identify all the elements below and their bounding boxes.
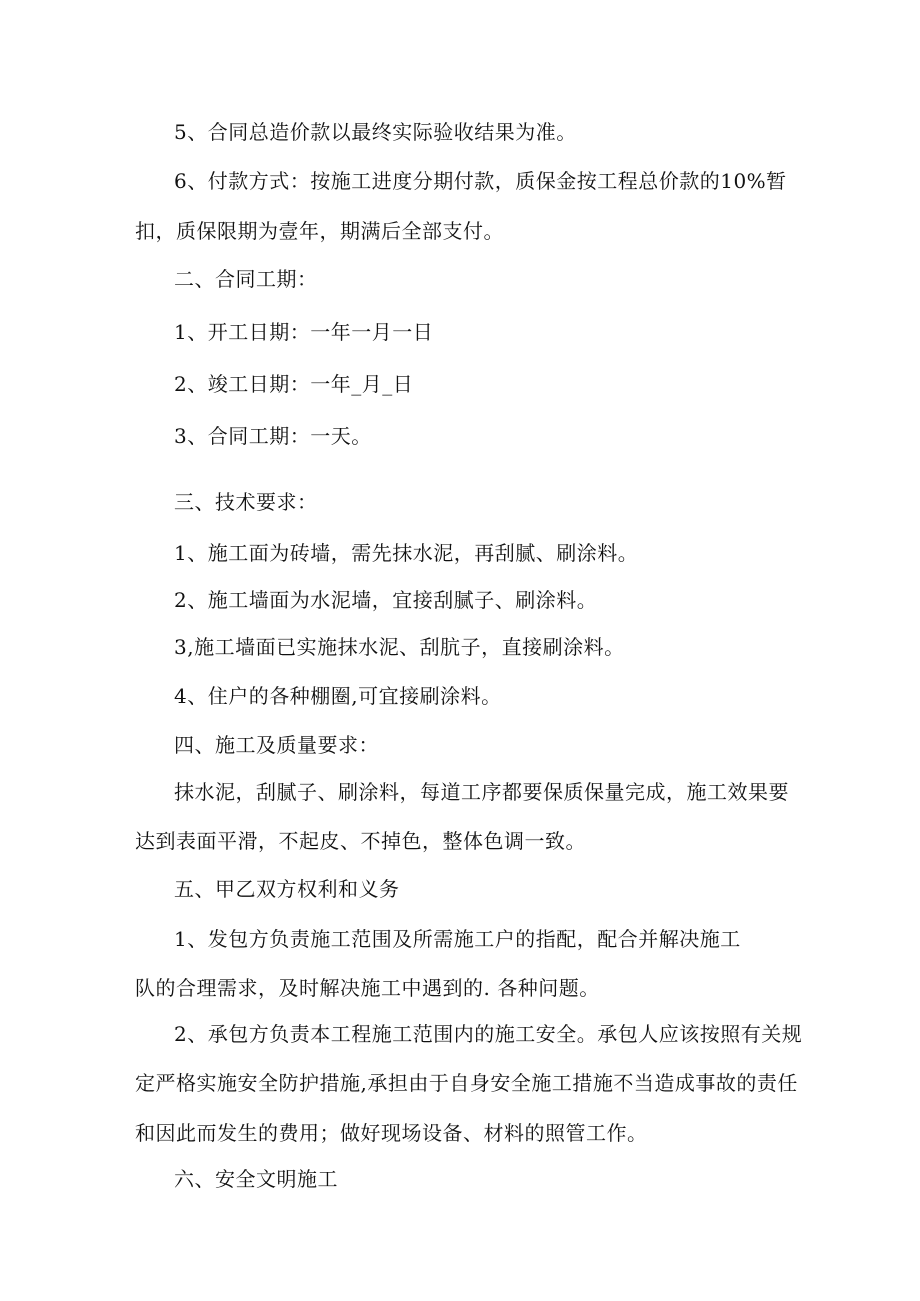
text-line: 1、施工面为砖墙，需先抹水泥，再刮腻、刷涂料。 xyxy=(174,541,639,565)
text-line: 和因此而发生的费用；做好现场设备、材料的照管工作。 xyxy=(135,1121,648,1145)
text-line: 5、合同总造价款以最终实际验收结果为准。 xyxy=(174,120,577,144)
text-line: 达到表面平滑，不起皮、不掉色，整体色调一致。 xyxy=(135,829,586,853)
text-line: 1、发包方负责施工范围及所需施工户的指配，配合并解决施工 xyxy=(174,927,741,951)
text-line: 2、承包方负责本工程施工范围内的施工安全。承包人应该按照有关规 xyxy=(174,1022,803,1046)
text-line: 2、施工墙面为水泥墙，宜接刮腻子、刷涂料。 xyxy=(174,588,598,612)
section-heading: 三、技术要求： xyxy=(174,490,318,514)
section-heading: 五、甲乙双方权利和义务 xyxy=(174,877,400,901)
text-line: 3,施工墙面已实施抹水泥、刮肮子，直接刷涂料。 xyxy=(174,635,625,659)
text-line: 队的合理需求，及时解决施工中遇到的. 各种问题。 xyxy=(135,976,600,1000)
text-line: 定严格实施安全防护措施,承担由于自身安全施工措施不当造成事故的责任 xyxy=(135,1071,798,1095)
text-line: 扣，质保限期为壹年，期满后全部支付。 xyxy=(135,219,504,243)
text-line: 1、开工日期：一年一月一日 xyxy=(174,320,434,344)
text-line: 6、付款方式：按施工进度分期付款，质保金按工程总价款的10%暂 xyxy=(174,169,787,193)
text-line: 抹水泥，刮腻子、刷涂料，每道工序都要保质保量完成，施工效果要 xyxy=(174,780,789,804)
text-line: 3、合同工期：一天。 xyxy=(174,424,372,448)
section-heading: 四、施工及质量要求： xyxy=(174,733,379,757)
section-heading: 二、合同工期： xyxy=(174,267,318,291)
section-heading: 六、安全文明施工 xyxy=(174,1167,338,1191)
text-line: 2、竣工日期：一年_月_日 xyxy=(174,372,414,396)
text-line: 4、住户的各种棚圈,可宜接刷涂料。 xyxy=(174,684,502,708)
